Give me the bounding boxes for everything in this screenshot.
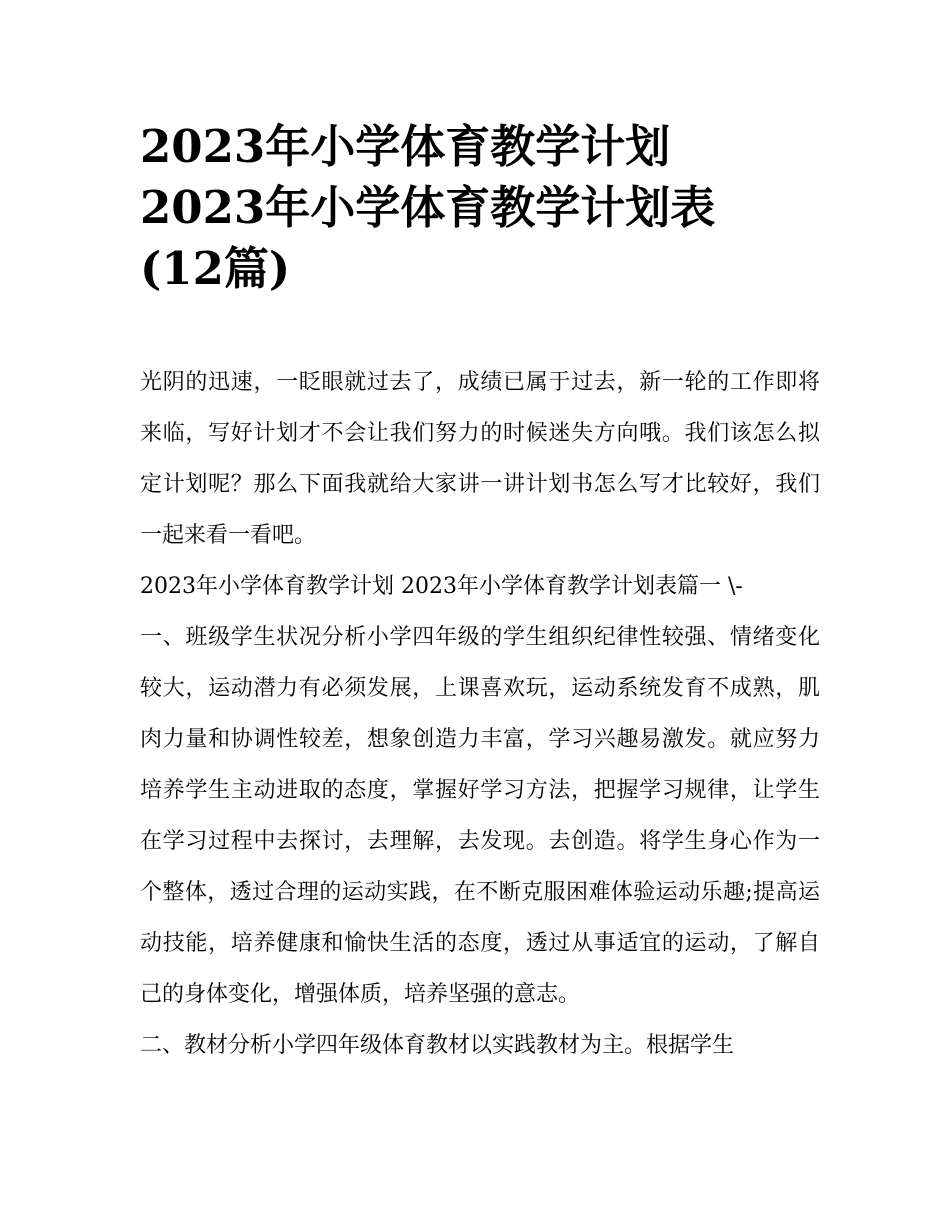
title-line-2: 2023年小学体育教学计划表 xyxy=(140,181,716,234)
textbook-analysis-paragraph: 二、教材分析小学四年级体育教材以实践教材为主。根据学生 xyxy=(140,1033,735,1058)
document-title xyxy=(140,116,820,299)
title-line-3: (12篇) xyxy=(140,242,291,295)
student-analysis-paragraph: 一、班级学生状况分析小学四年级的学生组织纪律性较强、情绪变化较大，运动潜力有必须发展，上课喜欢玩，运动系统发育不成熟，肌肉力量和协调性较差，想象创造力丰富，学习兴趣易激发。就应努力培养学生主动进取的态度，掌握好学习方法，把握学习规律，让学生在学习过程中去探讨，去理解，去发现。去创造。将学生身心作为一个整体，透过合理的运动实践，在不断克服困难体验运动乐趣;提高运动技能，培养健康和愉快生活的态度，透过从事适宜的运动，了解自己的身体变化，增强体质，培养坚强的意志。 xyxy=(140,625,820,1007)
title-line-1: 2023年小学体育教学计划 xyxy=(140,120,671,173)
intro-paragraph: 光阴的迅速，一眨眼就过去了，成绩已属于过去，新一轮的工作即将来临，写好计划才不会让我们努力的时候迷失方向哦。我们该怎么拟定计划呢？那么下面我就给大家讲一讲计划书怎么写才比较好，我们一起来看一看吧。 xyxy=(140,370,820,548)
section-heading-paragraph: 2023年小学体育教学计划 2023年小学体育教学计划表篇一 \- xyxy=(140,574,743,599)
document-body xyxy=(140,357,820,1071)
